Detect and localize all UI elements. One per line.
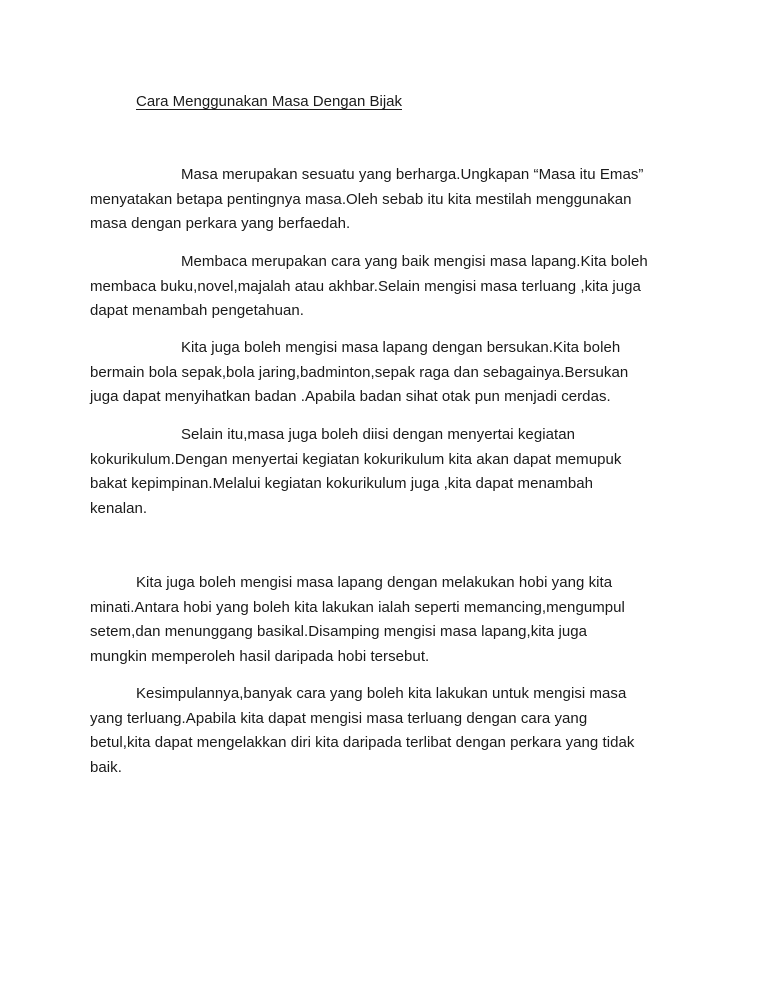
- paragraph-line: membaca buku,novel,majalah atau akhbar.Selain mengisi masa terluang ,kita juga: [90, 277, 641, 295]
- paragraph-1: [90, 163, 690, 237]
- paragraph-line: menyatakan betapa pentingnya masa.Oleh sebab itu kita mestilah menggunakan: [90, 190, 632, 208]
- paragraph-line: bermain bola sepak,bola jaring,badminton,sepak raga dan sebagainya.Bersukan: [90, 363, 629, 381]
- paragraph-4: [90, 423, 690, 521]
- paragraph-line: Kita juga boleh mengisi masa lapang dengan melakukan hobi yang kita: [136, 574, 613, 591]
- paragraph-5: [90, 571, 690, 669]
- paragraph-line: Kita juga boleh mengisi masa lapang dengan bersukan.Kita boleh: [181, 339, 621, 356]
- paragraph-3: [90, 336, 690, 410]
- paragraph-line: Selain itu,masa juga boleh diisi dengan menyertai kegiatan: [181, 426, 575, 443]
- paragraph-line: juga dapat menyihatkan badan .Apabila badan sihat otak pun menjadi cerdas.: [90, 388, 611, 405]
- paragraph-line: baik.: [90, 758, 122, 776]
- paragraph-line: Kesimpulannya,banyak cara yang boleh kita lakukan untuk mengisi masa: [136, 685, 627, 702]
- paragraph-line: betul,kita dapat mengelakkan diri kita daripada terlibat dengan perkara yang tidak: [90, 734, 635, 751]
- paragraph-line: yang terluang.Apabila kita dapat mengisi masa terluang dengan cara yang: [90, 709, 588, 727]
- paragraph-2: [90, 250, 690, 324]
- paragraph-line: kenalan.: [90, 499, 148, 517]
- paragraph-line: kokurikulum.Dengan menyertai kegiatan kokurikulum kita akan dapat memupuk: [90, 450, 622, 468]
- paragraph-line: masa dengan perkara yang berfaedah.: [90, 215, 351, 232]
- paragraph-6: [90, 682, 690, 780]
- paragraph-line: Masa merupakan sesuatu yang berharga.Ungkapan “Masa itu Emas”: [181, 166, 644, 183]
- document-title: Cara Menggunakan Masa Dengan Bijak: [136, 93, 402, 110]
- paragraph-line: mungkin memperoleh hasil daripada hobi tersebut.: [90, 647, 430, 665]
- paragraph-line: bakat kepimpinan.Melalui kegiatan kokurikulum juga ,kita dapat menambah: [90, 475, 594, 492]
- paragraph-line: setem,dan menunggang basikal.Disamping mengisi masa lapang,kita juga: [90, 623, 588, 640]
- paragraph-line: dapat menambah pengetahuan.: [90, 302, 305, 319]
- paragraph-line: minati.Antara hobi yang boleh kita lakukan ialah seperti memancing,mengumpul: [90, 598, 625, 616]
- paragraph-line: Membaca merupakan cara yang baik mengisi masa lapang.Kita boleh: [181, 253, 648, 270]
